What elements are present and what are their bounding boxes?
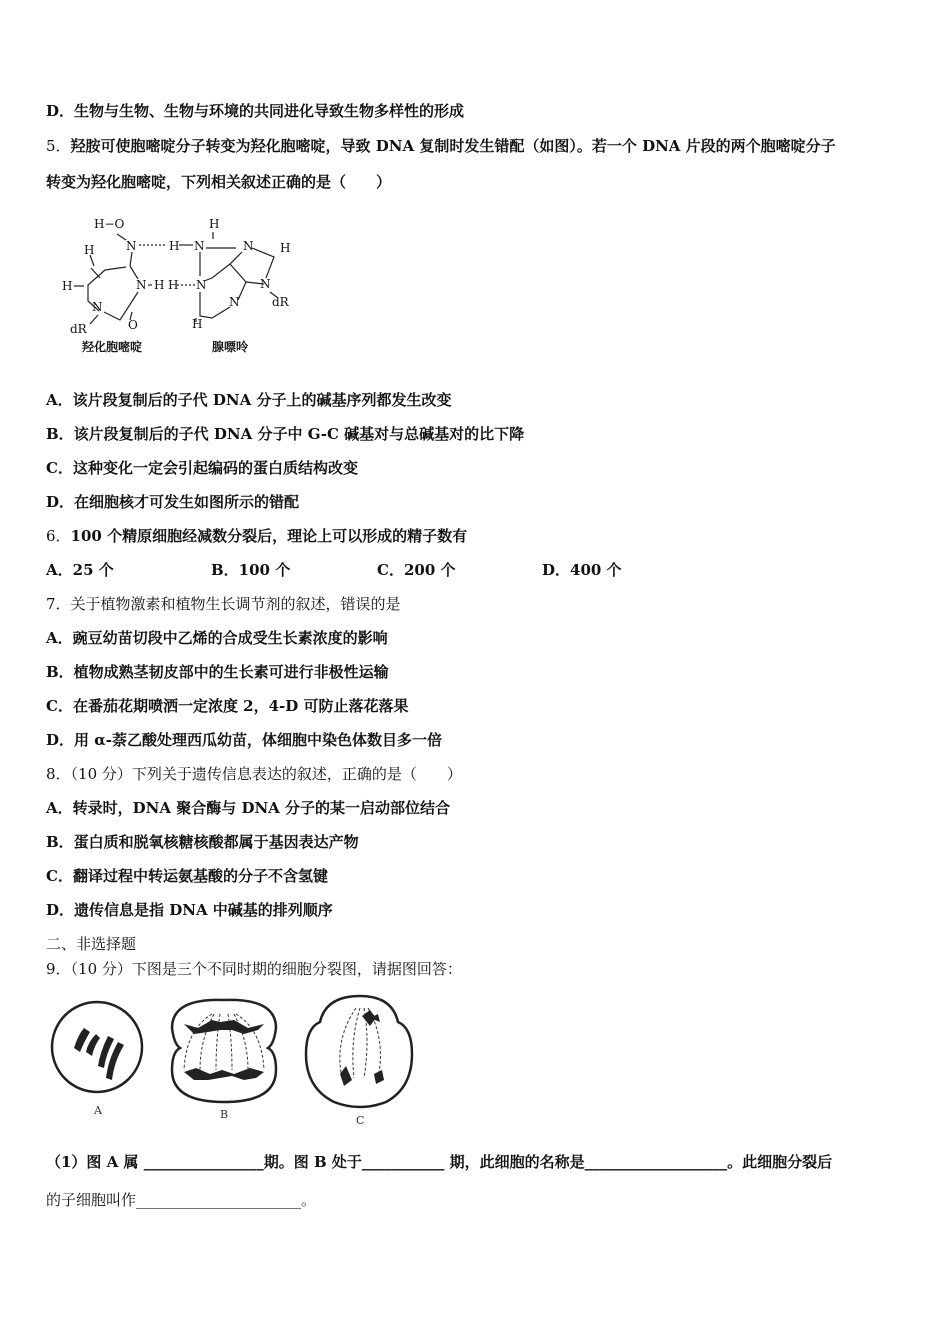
q8-option-b: B．蛋白质和脱氧核糖核酸都属于基因表达产物: [46, 833, 359, 851]
q7-option-a: A．豌豆幼苗切段中乙烯的合成受生长素浓度的影响: [46, 629, 388, 647]
q8-option-d: D．遗传信息是指 DNA 中碱基的排列顺序: [46, 901, 333, 919]
q6-option-b: B．100 个: [211, 561, 291, 579]
label-dr-right: dR: [272, 295, 289, 309]
q7-option-b: B．植物成熟茎韧皮部中的生长素可进行非极性运输: [46, 663, 389, 681]
q6-option-c: C．200 个: [377, 561, 456, 579]
label-h-far-left: H: [62, 279, 73, 293]
question-7: 7．关于植物激素和植物生长调节剂的叙述，错误的是: [46, 595, 401, 613]
q9-sub1-line2: 的子细胞叫作______________________。: [46, 1191, 317, 1209]
label-n-7: N: [229, 295, 240, 309]
label-n-6: N: [260, 277, 271, 291]
q5-option-d: D．在细胞核才可发生如图所示的错配: [46, 493, 300, 511]
label-n-1: N: [126, 239, 137, 253]
label-h-right: H: [280, 241, 291, 255]
q5-text: 羟胺可使胞嘧啶分子转变为羟化胞嘧啶，导致 DNA 复制时发生错配（如图）。若一个 DNA 片段的两个胞嘧啶分子: [70, 137, 836, 155]
cell-division-figure: [44, 990, 424, 1130]
q5-option-c: C．这种变化一定会引起编码的蛋白质结构改变: [46, 459, 358, 477]
q5-number: 5．: [46, 137, 71, 155]
q6-number: 6．: [46, 527, 71, 545]
question-5: [46, 136, 836, 156]
label-hydroxycytosine: 羟化胞嘧啶: [82, 340, 143, 354]
q9-text: 下图是三个不同时期的细胞分裂图，请据图回答：: [131, 960, 462, 978]
q7-option-d: D．用 α-萘乙酸处理西瓜幼苗，体细胞中染色体数目多一倍: [46, 731, 443, 749]
cell-b: [172, 1000, 276, 1121]
label-adenine: 腺嘌呤: [212, 340, 249, 354]
label-h-left: H: [84, 243, 95, 257]
question-8: [46, 764, 462, 784]
label-o: O: [128, 318, 138, 332]
label-cell-a: A: [94, 1104, 102, 1117]
label-cell-c: C: [356, 1114, 365, 1127]
label-cell-b: B: [220, 1108, 229, 1121]
q6-option-d: D．400 个: [542, 561, 622, 579]
section-heading: 二、非选择题: [46, 935, 137, 953]
label-n-2: N: [194, 239, 205, 253]
q5-option-b: B．该片段复制后的子代 DNA 分子中 G-C 碱基对与总碱基对的比下降: [46, 425, 525, 443]
label-n-8: N: [92, 300, 103, 314]
q8-option-c: C．翻译过程中转运氨基酸的分子不含氢键: [46, 867, 328, 885]
q5-text-line2: 转变为羟化胞嘧啶，下列相关叙述正确的是（ ）: [46, 173, 392, 191]
label-n-4: N: [136, 278, 147, 292]
label-n-5: N: [196, 278, 207, 292]
q8-number: 8．（10 分）: [46, 765, 132, 783]
q7-option-c: C．在番茄花期喷洒一定浓度 2，4-D 可防止落花落果: [46, 697, 409, 715]
q9-number: 9．（10 分）: [46, 960, 132, 978]
label-h-bottom: H: [192, 317, 203, 331]
q8-option-a: A．转录时，DNA 聚合酶与 DNA 分子的某一启动部位结合: [46, 799, 451, 817]
label-h-o: H−O: [94, 217, 125, 231]
base-pair-figure: [60, 212, 310, 357]
label-n-3: N: [243, 239, 254, 253]
q8-text: 下列关于遗传信息表达的叙述，正确的是（ ）: [131, 765, 462, 783]
q6-text: 100 个精原细胞经减数分裂后，理论上可以形成的精子数有: [70, 527, 468, 545]
question-6: [46, 526, 467, 546]
label-h-3: H: [154, 278, 165, 292]
label-h-4: H: [168, 278, 179, 292]
q5-option-a: A．该片段复制后的子代 DNA 分子上的碱基序列都发生改变: [46, 391, 452, 409]
question-9: [46, 959, 462, 979]
q6-option-a: A．25 个: [46, 561, 114, 579]
q9-sub1-line1: （1）图 A 属 ________________期。图 B 处于___________ 期，此细胞的名称是___________________。此细胞分裂后: [46, 1153, 833, 1171]
cell-a: [52, 1002, 142, 1117]
cell-c: [306, 996, 412, 1127]
label-h-top-right: H: [209, 217, 220, 231]
label-dr-left: dR: [70, 322, 87, 336]
label-h-2: H: [169, 239, 180, 253]
line-q4-d: D．生物与生物、生物与环境的共同进化导致生物多样性的形成: [46, 102, 465, 120]
